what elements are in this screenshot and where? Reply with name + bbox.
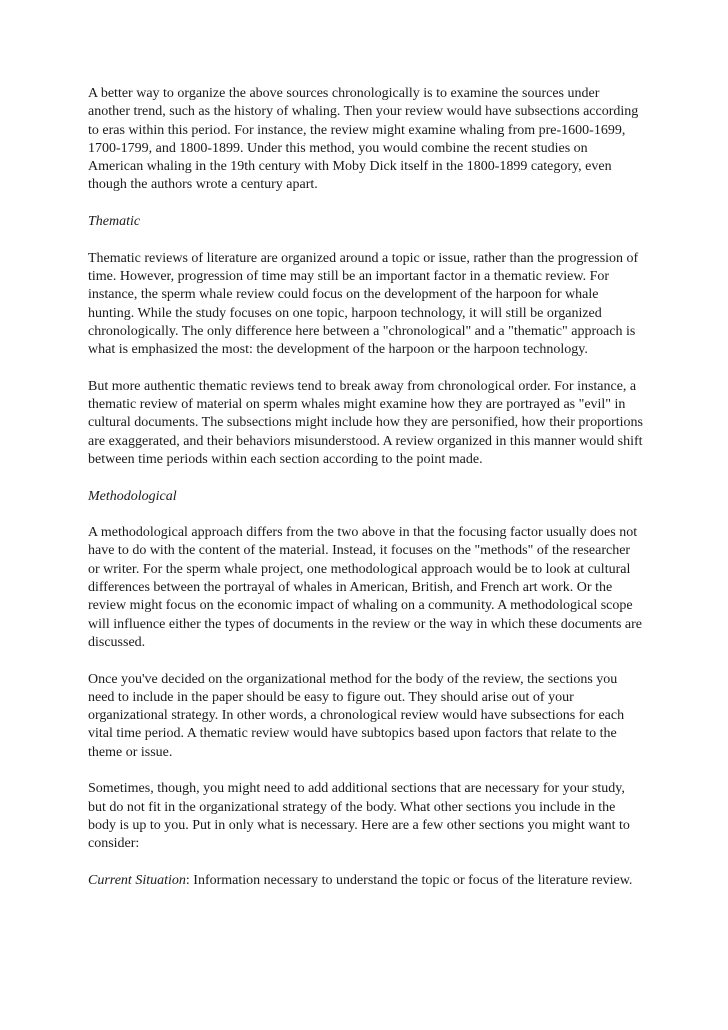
paragraph-current-situation bbox=[88, 872, 644, 890]
paragraph-thematic-authentic: But more authentic thematic reviews tend to break away from chronological order. For instance, a thematic review of material on sperm whales might examine how they are portrayed as "evil" in cultural documents. The subsections might include how they are personified, how their proportions are exaggerated, and their behaviors misunderstood. A review organized in this manner would shift between time periods within each section according to the point made. bbox=[88, 378, 643, 467]
heading-methodological: Methodological bbox=[88, 488, 177, 504]
paragraph-thematic-intro: Thematic reviews of literature are organized around a topic or issue, rather than the progression of time. However, progression of time may still be an important factor in a thematic review. For instance, the sperm whale review could focus on the development of the harpoon for whale hunting. While the study focuses on one topic, harpoon technology, it will still be organized chronologically. The only difference here between a "chronological" and a "thematic" approach is what is emphasized the most: the development of the harpoon or the harpoon technology. bbox=[88, 250, 639, 358]
heading-thematic: Thematic bbox=[88, 214, 141, 230]
paragraph-methodological: A methodological approach differs from the two above in that the focusing factor usually does not have to do with the content of the material. Instead, it focuses on the "methods" of the researcher or writer. For the sperm whale project, one methodological approach would be to look at cultural differences between the portrayal of whales in American, British, and French art work. Or the review might focus on the economic impact of whaling on a community. A methodological scope will influence either the types of documents in the review or the way in which these documents are discussed. bbox=[88, 525, 642, 650]
paragraph-organizational-method: Once you've decided on the organizational method for the body of the review, the sections you need to include in the paper should be easy to figure out. They should arise out of your organizational strategy. In other words, a chronological review would have subsections for each vital time period. A thematic review would have subtopics based upon factors that relate to the theme or issue. bbox=[88, 671, 625, 760]
paragraph-additional-sections: Sometimes, though, you might need to add additional sections that are necessary for your study, but do not fit in the organizational strategy of the body. What other sections you include in the body is up to you. Put in only what is necessary. Here are a few other sections you might want to consider: bbox=[88, 781, 630, 852]
document-page bbox=[88, 85, 644, 908]
current-situation-label: Current Situation bbox=[88, 872, 186, 888]
paragraph-chronological-trend: A better way to organize the above sources chronologically is to examine the sources under another trend, such as the history of whaling. Then your review would have subsections according to eras within this period. For instance, the review might examine whaling from pre-1600-1699, 1700-1799, and 1800-1899. Under this method, you would combine the recent studies on American whaling in the 19th century with Moby Dick itself in the 1800-1899 category, even though the authors wrote a century apart. bbox=[88, 86, 639, 193]
current-situation-text: : Information necessary to understand the topic or focus of the literature review. bbox=[185, 872, 633, 888]
